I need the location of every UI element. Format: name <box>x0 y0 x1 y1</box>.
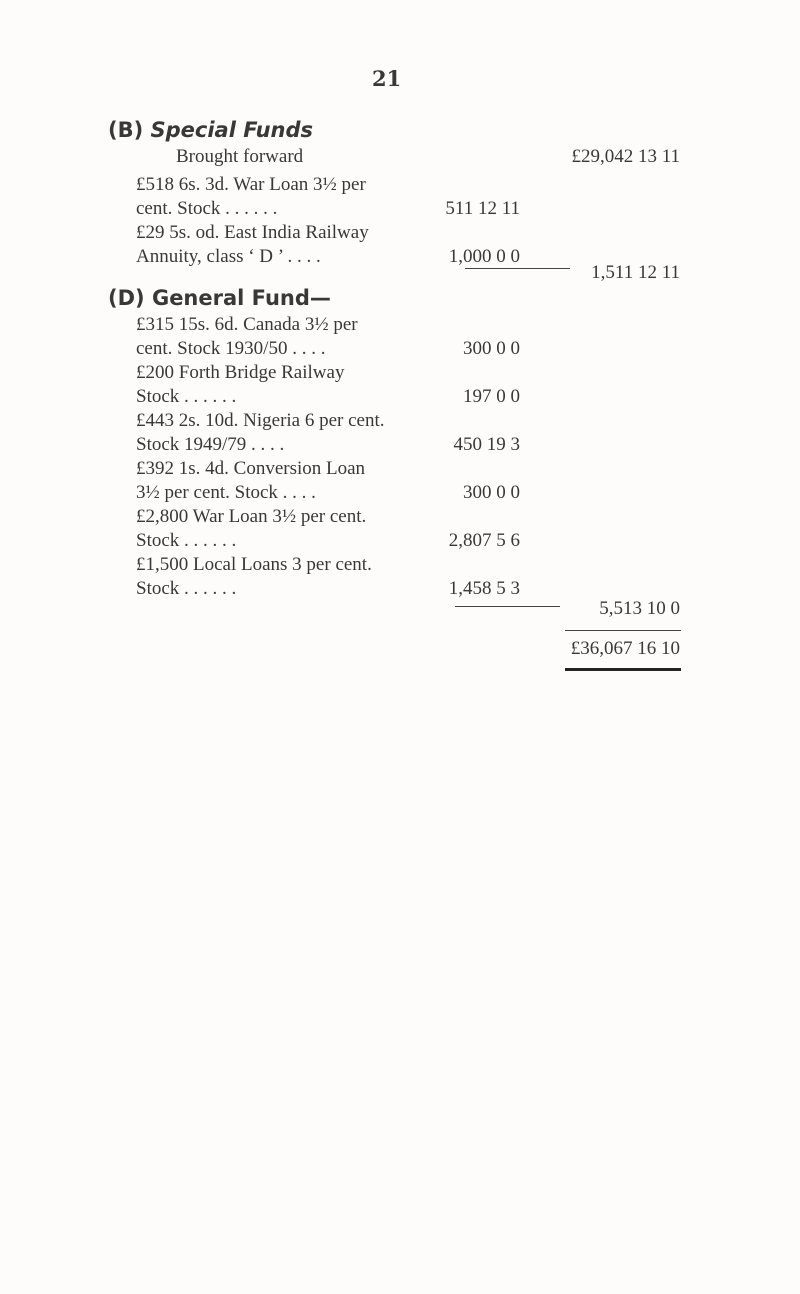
general-fund-item-2-line2: Stock . . . . . . <box>136 386 237 407</box>
section-d-subtotal: 5,513 10 0 <box>599 598 680 619</box>
general-fund-item-5-line1: £2,800 War Loan 3½ per cent. <box>136 506 367 527</box>
grand-total: £36,067 16 10 <box>570 638 680 659</box>
general-fund-item-4-line1: £392 1s. 4d. Conversion Loan <box>136 458 366 479</box>
section-d-heading <box>108 286 331 310</box>
page-number: 21 <box>372 66 402 91</box>
section-b-subtotal: 1,511 12 11 <box>591 262 680 283</box>
special-fund-item-2-amount: 1,000 0 0 <box>448 246 520 267</box>
general-fund-item-3-amount: 450 19 3 <box>453 434 520 455</box>
general-fund-item-6-line2: Stock . . . . . . <box>136 578 237 599</box>
section-b-heading <box>108 118 313 142</box>
general-fund-item-4-amount: 300 0 0 <box>463 482 520 503</box>
general-fund-item-5-amount: 2,807 5 6 <box>448 530 520 551</box>
section-d-title: General Fund— <box>151 286 331 310</box>
general-fund-item-6-amount: 1,458 5 3 <box>448 578 520 599</box>
special-fund-item-2-line2: Annuity, class ‘ D ’ . . . . <box>136 246 321 267</box>
total-rule <box>565 630 681 631</box>
special-fund-item-2-line1: £29 5s. od. East India Railway <box>136 222 369 243</box>
general-fund-item-2-amount: 197 0 0 <box>463 386 520 407</box>
general-fund-item-1-line2: cent. Stock 1930/50 . . . . <box>136 338 326 359</box>
general-fund-item-1-line1: £315 15s. 6d. Canada 3½ per <box>136 314 358 335</box>
section-b-label: (B) <box>108 118 144 142</box>
grand-total-double-rule <box>565 668 681 671</box>
section-d-label: (D) <box>108 286 145 310</box>
general-fund-item-2-line1: £200 Forth Bridge Railway <box>136 362 345 383</box>
general-fund-item-1-amount: 300 0 0 <box>463 338 520 359</box>
special-fund-item-1-amount: 511 12 11 <box>445 198 520 219</box>
brought-forward-amount: £29,042 13 11 <box>571 146 680 167</box>
brought-forward-label: Brought forward <box>176 146 304 167</box>
special-fund-item-1-line1: £518 6s. 3d. War Loan 3½ per <box>136 174 366 195</box>
general-fund-item-5-line2: Stock . . . . . . <box>136 530 237 551</box>
general-fund-item-3-line1: £443 2s. 10d. Nigeria 6 per cent. <box>136 410 385 431</box>
special-fund-item-1-line2: cent. Stock . . . . . . <box>136 198 278 219</box>
general-fund-item-4-line2: 3½ per cent. Stock . . . . <box>136 482 316 503</box>
general-fund-item-3-line2: Stock 1949/79 . . . . <box>136 434 285 455</box>
general-fund-item-6-line1: £1,500 Local Loans 3 per cent. <box>136 554 372 575</box>
section-b-title: Special Funds <box>150 118 314 142</box>
